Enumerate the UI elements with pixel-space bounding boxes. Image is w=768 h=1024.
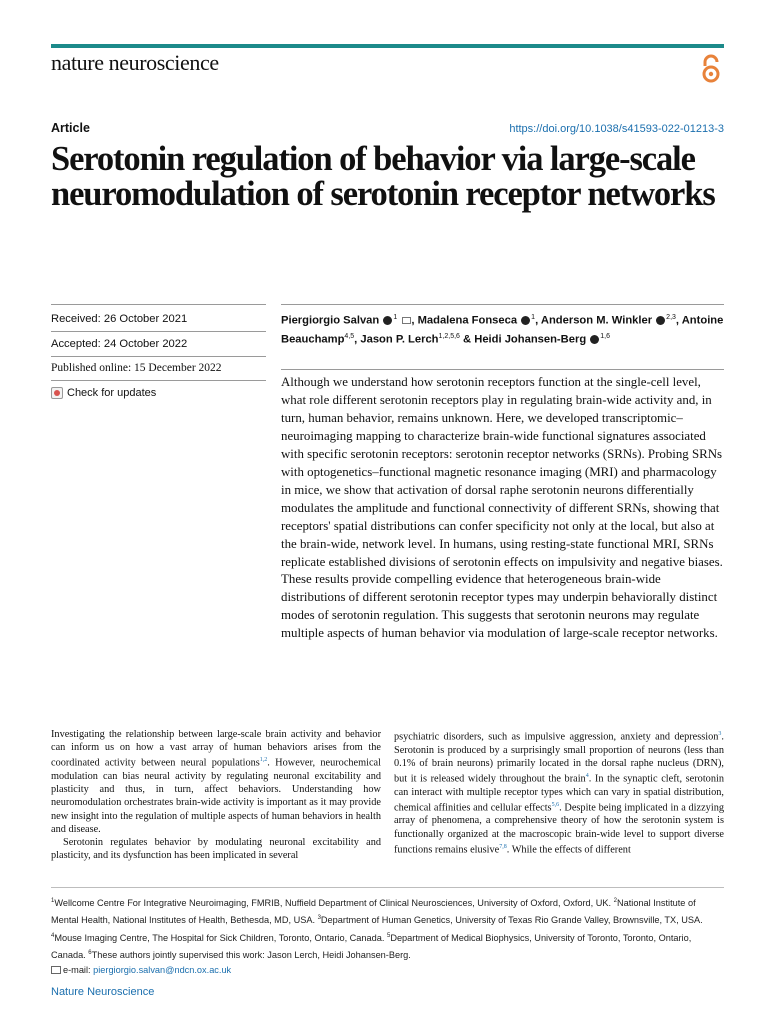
affiliation-list: $^1$Wellcome Centre For Integrative Neuroimaging, FMRIB, Nuffield Department of Clinical Neurosciences, University of Oxford, Oxford, UK. $^2$National Institute of Mental Health, National Institutes of Health, Bethesda, MD, USA. $^3$Department of Human Genetics, University of Texas Rio Grande Valley, Brownsville, TX, USA. $^4$Mouse Imaging Centre, The Hospital for Sick Children, Toronto, Ontario, Canada. $^5$Department of Medical Biophysics, University of Toronto, Toronto, Ontario, Canada. $^6$These authors jointly supervised this work: Jason Lerch, Heidi Johansen-Berg. [51,898,703,960]
body-paragraph: Investigating the relationship between large-scale brain activity and behavior can inform us on how a vast array of human behaviors arises from the coordinated activity between neural populations$^{1,2}$. However, neurochemical modulation can bias neural activity by regulating neuronal excitability and plasticity and thus, in turn, affect behaviors. Understanding how neuromodulation orchestrates brain-wide activity is important as it may provide new insight into the regulation of multiple aspects of human behaviors in health and disease. [51,729,381,835]
author-list: Piergiorgio Salvan $^1$ , Madalena Fonseca $^1$, Anderson M. Winkler $^{2,3}$, Antoine Beauchamp$^{4,5}$, Jason P. Lerch$^{1,2,5,6}$ & Heidi Johansen-Berg $^{1,6}$ [281,314,724,346]
author-name[interactable]: Jason P. Lerch [360,333,439,346]
divider [51,887,724,888]
orcid-icon[interactable] [656,316,665,325]
body-column-left [51,728,381,862]
email-icon[interactable] [402,317,411,324]
footer-journal-name[interactable]: Nature Neuroscience [51,986,155,998]
email-line: e-mail: piergiorgio.salvan@ndcn.ox.ac.uk [51,963,724,978]
author-name[interactable]: Antoine Beauchamp [281,314,724,346]
check-updates-icon [51,387,63,399]
divider [51,304,266,305]
divider [281,304,724,305]
author-name[interactable]: Anderson M. Winkler [540,314,653,327]
published-date: Published online: 15 December 2022 [51,362,222,374]
article-type-label: Article [51,121,90,135]
divider [51,356,266,357]
divider [51,331,266,332]
open-access-icon [700,54,722,84]
abstract-text: Although we understand how serotonin receptors function at the single-cell level, what role different serotonin receptors play in regulating brain-wide activity and, in turn, human behavior, remains unknown. Here, we developed transcriptomic–neuroimaging mapping to characterize brain-wide functional signatures associated with specific serotonin receptors: serotonin receptor networks (SRNs). Probing SRNs with optogenetics–functional magnetic resonance imaging (MRI) and pharmacology in mice, we show that activation of dorsal raphe serotonin neurons differentially modulates the amplitude and functional connectivity of different SRNs, showing that receptors' spatial distributions can confer specificity not only at the local, but also at the brain-wide, network level. In humans, using resting-state functional MRI, SRNs replicate established divisions of serotonin effects on impulsivity and negative biases. These results provide compelling evidence that heterogeneous brain-wide distributions of different serotonin receptor types may underpin behaviorally distinct modes of serotonin regulation. This suggests that serotonin neurons may regulate multiple aspects of human behavior via modulation of large-scale receptor networks. [281,375,723,641]
orcid-icon[interactable] [521,316,530,325]
body-column-right [394,728,724,857]
journal-name: nature neuroscience [51,50,219,75]
reference-link[interactable]: 5,6 [551,801,560,808]
received-date: Received: 26 October 2021 [51,313,188,325]
email-link[interactable]: piergiorgio.salvan@ndcn.ox.ac.uk [93,965,232,976]
author-name[interactable]: Madalena Fonseca [417,314,518,327]
orcid-icon[interactable] [383,316,392,325]
affiliations [51,894,724,978]
envelope-icon [51,966,61,974]
header-accent-bar [51,44,724,48]
author-name[interactable]: Piergiorgio Salvan [281,314,380,327]
reference-link[interactable]: 1,2 [259,757,268,764]
reference-link[interactable]: 7,8 [499,843,507,850]
reference-link[interactable]: 4 [585,773,589,780]
divider [51,380,266,381]
check-updates-label: Check for updates [67,387,157,399]
accepted-date: Accepted: 24 October 2022 [51,338,188,350]
article-title: Serotonin regulation of behavior via large-scale neuromodulation of serotonin receptor networks [51,140,715,213]
check-for-updates-button[interactable] [51,387,156,399]
author-name[interactable]: Heidi Johansen-Berg [474,333,587,346]
reference-link[interactable]: 3 [718,731,722,737]
body-paragraph: Serotonin regulates behavior by modulating neuronal excitability and plasticity, and its dysfunction has been implicated in several [51,837,381,862]
doi-link[interactable]: https://doi.org/10.1038/s41593-022-01213-3 [509,123,724,135]
body-paragraph: psychiatric disorders, such as impulsive aggression, anxiety and depression$^3$. Serotonin is produced by a surprisingly small proportion of neurons (less than 0.1% of brain neurons) primarily located in the dorsal raphe nucleus (DRN), but it is released widely throughout the brain$^4$. In the synaptic cleft, serotonin can interact with multiple receptor types which can vary in spatial distribution, chemical affinities and cellular effects$^{5,6}$. Despite being implicated in a dizzying array of phenomena, a comprehensive theory of how the serotonin system is functionally organized at the macroscopic brain-wide level to support diverse functions remains elusive$^{7,8}$. While the effects of different [394,731,724,856]
orcid-icon[interactable] [590,335,599,344]
divider [281,369,724,370]
